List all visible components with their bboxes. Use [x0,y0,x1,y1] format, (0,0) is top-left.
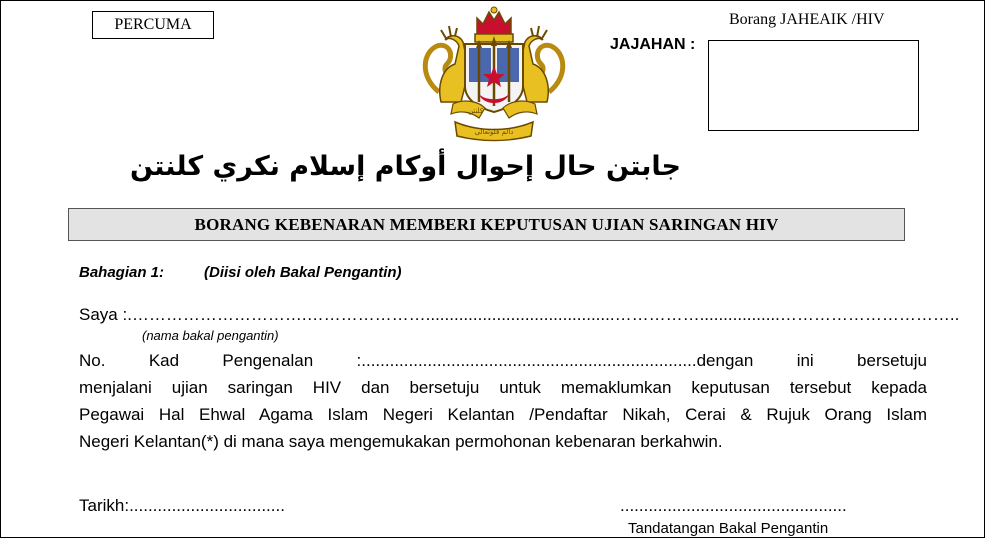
signature-label: Tandatangan Bakal Pengantin [628,520,829,537]
department-name-jawi: جابتن حال إحوال أوكام إسلام نكري كلنتن [129,151,681,182]
district-input-box[interactable] [708,40,919,131]
crest-script-top: كلنتن [468,107,484,115]
date-field[interactable]: Tarikh:................................. [79,496,285,515]
section-note: (Diisi oleh Bakal Pengantin) [204,264,402,281]
name-field[interactable]: Saya :.………………………….…………………........................................…………….................………………………….. [79,305,960,324]
ic-number-line[interactable]: No. Kad Pengenalan :.......................................................................dengan ini bersetuju [79,351,927,370]
name-field-hint: (nama bakal pengantin) [142,328,279,343]
form-title: BORANG KEBENARAN MEMBERI KEPUTUSAN UJIAN SARINGAN HIV [194,214,779,234]
kelantan-state-crest-icon [419,6,569,142]
consent-paragraph [79,347,927,455]
form-code: Borang JAHEAIK /HIV [729,11,885,28]
free-label: PERCUMA [114,16,192,33]
form-title-bar [68,208,905,241]
consent-line-3: Pegawai Hal Ehwal Agama Islam Negeri Kelantan /Pendaftar Nikah, Cerai & Rujuk Orang Islam [79,405,927,424]
consent-line-2: menjalani ujian saringan HIV dan bersetuju untuk memaklumkan keputusan tersebut kepada [79,378,927,397]
consent-line-4: Negeri Kelantan(*) di mana saya mengemukakan permohonan kebenaran berkahwin. [79,432,723,451]
signature-field[interactable]: ................................................ [620,496,847,515]
section-label: Bahagian 1: [79,264,165,281]
crest-script-bottom: دالم قلوتعالى [474,128,514,136]
district-label: JAJAHAN : [610,36,696,53]
free-label-box [92,11,214,39]
